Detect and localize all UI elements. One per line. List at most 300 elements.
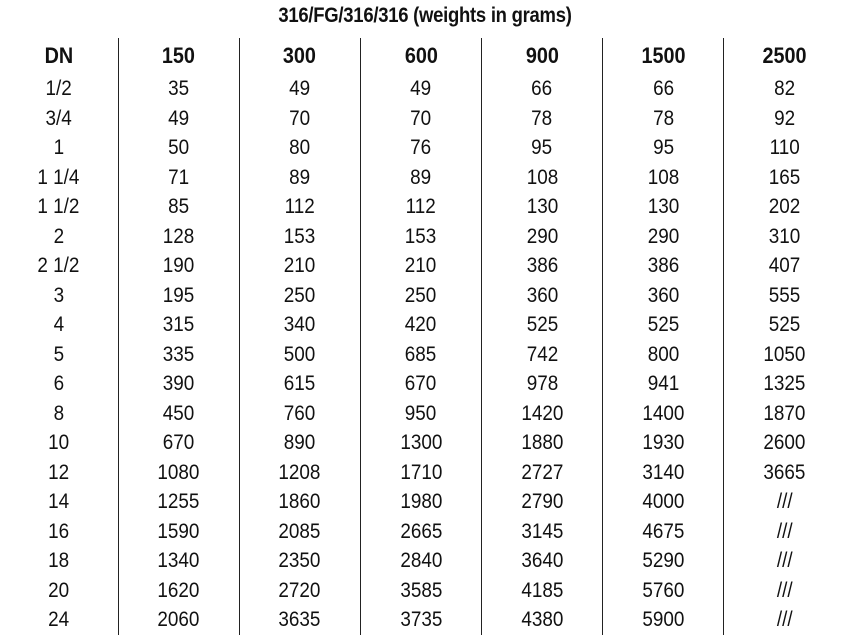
cell-value: 5 (53, 342, 65, 366)
weight-cell (482, 222, 603, 252)
weight-cell (118, 458, 239, 488)
table-row (0, 428, 845, 458)
cell-value: 310 (768, 224, 801, 248)
cell-value: 3140 (642, 460, 685, 484)
weight-cell (118, 340, 239, 370)
cell-value: 315 (162, 313, 195, 336)
cell-value: 66 (652, 77, 674, 100)
weight-cell (118, 251, 239, 281)
weight-cell (360, 428, 481, 458)
cell-value: 500 (284, 342, 316, 366)
cell-value: 525 (647, 313, 680, 336)
cell-value: 1590 (157, 519, 200, 543)
cell-value: 386 (647, 254, 680, 277)
weight-cell (360, 281, 481, 311)
weight-cell (118, 133, 239, 163)
cell-value: 4380 (521, 608, 564, 631)
weight-cell (482, 74, 603, 104)
dn-cell (0, 487, 118, 517)
cell-value: 5290 (642, 549, 685, 572)
table-row (0, 517, 845, 547)
cell-value: 1870 (763, 401, 806, 425)
weight-cell (482, 428, 603, 458)
cell-value: /// (776, 549, 793, 572)
dn-cell (0, 104, 118, 134)
table-row (0, 487, 845, 517)
cell-value: 420 (405, 313, 437, 336)
weight-cell (239, 163, 360, 193)
weight-cell (360, 487, 481, 517)
cell-value: 1/2 (45, 77, 72, 100)
cell-value: 108 (526, 165, 558, 189)
weight-cell (482, 517, 603, 547)
weight-cell (239, 576, 360, 606)
weight-cell (118, 192, 239, 222)
cell-value: 10 (48, 431, 70, 454)
cell-value: 49 (410, 77, 432, 100)
cell-value: 2 (53, 224, 65, 248)
cell-value: 210 (284, 254, 316, 277)
cell-value: 85 (168, 195, 190, 218)
cell-value: /// (776, 578, 793, 602)
cell-value: 78 (652, 106, 674, 130)
weight-cell (482, 281, 603, 311)
column-header-label: 150 (162, 43, 196, 68)
cell-value: 1880 (521, 431, 564, 454)
weight-cell (724, 104, 845, 134)
table-row (0, 251, 845, 281)
cell-value: 760 (284, 401, 316, 425)
cell-value: 2085 (278, 519, 321, 543)
dn-cell (0, 517, 118, 547)
dn-cell (0, 399, 118, 429)
cell-value: 4185 (521, 578, 564, 602)
weight-cell (239, 340, 360, 370)
weight-cell (724, 605, 845, 635)
weight-cell (239, 74, 360, 104)
weight-cell (724, 428, 845, 458)
column-header-label: 300 (283, 43, 317, 68)
weight-cell (603, 281, 724, 311)
weight-cell (360, 104, 481, 134)
cell-value: 3635 (278, 608, 321, 631)
cell-value: 1340 (157, 549, 200, 572)
cell-value: 386 (526, 254, 558, 277)
column-header-class-300 (239, 38, 360, 74)
column-header-class-1500 (603, 38, 724, 74)
weight-cell (482, 369, 603, 399)
table-row (0, 340, 845, 370)
weight-cell (724, 310, 845, 340)
cell-value: 670 (405, 372, 437, 395)
cell-value: 70 (410, 106, 432, 130)
cell-value: 1 1/4 (37, 165, 80, 189)
weight-cell (118, 399, 239, 429)
cell-value: 4 (53, 313, 65, 336)
column-header-label: 900 (525, 43, 559, 68)
cell-value: 290 (647, 224, 680, 248)
cell-value: 89 (289, 165, 311, 189)
cell-value: 1300 (399, 431, 442, 454)
cell-value: 1 (53, 136, 65, 159)
cell-value: 2840 (399, 549, 442, 572)
cell-value: 108 (647, 165, 680, 189)
cell-value: 130 (526, 195, 558, 218)
dn-cell (0, 428, 118, 458)
weight-cell (724, 369, 845, 399)
weight-cell (118, 605, 239, 635)
weight-cell (360, 605, 481, 635)
cell-value: 555 (768, 283, 801, 307)
cell-value: 80 (289, 136, 311, 159)
cell-value: 250 (405, 283, 437, 307)
dn-cell (0, 251, 118, 281)
cell-value: 70 (289, 106, 311, 130)
cell-value: 1620 (157, 578, 200, 602)
weight-cell (360, 163, 481, 193)
table-row (0, 222, 845, 252)
weight-cell (360, 74, 481, 104)
cell-value: 165 (768, 165, 801, 189)
cell-value: 16 (48, 519, 70, 543)
weight-cell (603, 310, 724, 340)
table-row (0, 310, 845, 340)
cell-value: 3665 (763, 460, 806, 484)
cell-value: 2 1/2 (37, 254, 80, 277)
table-row (0, 192, 845, 222)
weight-cell (360, 251, 481, 281)
table-row (0, 605, 845, 635)
weight-cell (724, 192, 845, 222)
cell-value: 2720 (278, 578, 321, 602)
cell-value: 20 (48, 578, 70, 602)
weight-cell (239, 487, 360, 517)
column-header-class-150 (118, 38, 239, 74)
cell-value: 525 (768, 313, 801, 336)
weight-cell (360, 399, 481, 429)
weight-cell (118, 576, 239, 606)
weight-cell (603, 222, 724, 252)
weight-cell (603, 605, 724, 635)
cell-value: 71 (168, 165, 190, 189)
cell-value: 1208 (278, 460, 321, 484)
weight-cell (118, 517, 239, 547)
weight-cell (482, 605, 603, 635)
cell-value: 112 (405, 195, 437, 218)
weight-cell (482, 458, 603, 488)
cell-value: 450 (162, 401, 195, 425)
cell-value: 210 (405, 254, 437, 277)
weight-cell (724, 546, 845, 576)
weight-cell (118, 281, 239, 311)
cell-value: 1 1/2 (37, 195, 80, 218)
weight-cell (118, 163, 239, 193)
cell-value: 8 (53, 401, 65, 425)
weight-cell (239, 546, 360, 576)
cell-value: 5900 (642, 608, 685, 631)
weight-cell (482, 487, 603, 517)
weight-cell (360, 369, 481, 399)
weight-cell (603, 163, 724, 193)
cell-value: 525 (526, 313, 558, 336)
weight-cell (118, 428, 239, 458)
cell-value: 78 (531, 106, 553, 130)
table-row (0, 399, 845, 429)
cell-value: 360 (526, 283, 558, 307)
weight-cell (482, 163, 603, 193)
weight-cell (239, 399, 360, 429)
weight-cell (482, 192, 603, 222)
cell-value: 6 (53, 372, 65, 395)
cell-value: 12 (48, 460, 70, 484)
cell-value: 1050 (763, 342, 806, 366)
column-header-label: 1500 (641, 43, 686, 68)
cell-value: 1860 (278, 490, 321, 513)
weight-cell (239, 222, 360, 252)
table-row (0, 74, 845, 104)
weight-cell (118, 310, 239, 340)
cell-value: /// (776, 519, 793, 543)
weight-cell (724, 133, 845, 163)
cell-value: 35 (168, 77, 190, 100)
cell-value: 250 (284, 283, 316, 307)
cell-value: /// (776, 490, 793, 513)
weight-cell (724, 399, 845, 429)
cell-value: 1325 (763, 372, 806, 395)
cell-value: 130 (647, 195, 680, 218)
weight-cell (360, 458, 481, 488)
weight-cell (239, 428, 360, 458)
weight-cell (603, 192, 724, 222)
cell-value: 3145 (521, 519, 564, 543)
weight-cell (603, 546, 724, 576)
cell-value: 2060 (157, 608, 200, 631)
dn-cell (0, 310, 118, 340)
weight-cell (482, 340, 603, 370)
weight-cell (482, 251, 603, 281)
cell-value: 3735 (399, 608, 442, 631)
cell-value: 4000 (642, 490, 685, 513)
weight-cell (239, 458, 360, 488)
weight-cell (603, 251, 724, 281)
cell-value: 49 (168, 106, 190, 130)
column-header-class-2500 (724, 38, 845, 74)
weight-cell (724, 281, 845, 311)
weight-cell (603, 428, 724, 458)
cell-value: 670 (162, 431, 195, 454)
weight-cell (360, 576, 481, 606)
table-row (0, 104, 845, 134)
weight-cell (482, 546, 603, 576)
cell-value: 14 (48, 490, 70, 513)
dn-cell (0, 605, 118, 635)
cell-value: 3585 (399, 578, 442, 602)
table-row (0, 133, 845, 163)
cell-value: 153 (405, 224, 437, 248)
cell-value: 95 (531, 136, 553, 159)
header-row (0, 38, 845, 74)
weight-cell (239, 104, 360, 134)
weight-cell (724, 340, 845, 370)
weight-cell (239, 369, 360, 399)
table-body (0, 74, 845, 635)
dn-cell (0, 74, 118, 104)
weight-cell (724, 458, 845, 488)
cell-value: 978 (526, 372, 558, 395)
weight-cell (239, 310, 360, 340)
weight-cell (482, 399, 603, 429)
dn-cell (0, 163, 118, 193)
weight-cell (118, 222, 239, 252)
cell-value: 1980 (399, 490, 442, 513)
cell-value: 82 (774, 77, 796, 100)
cell-value: 3/4 (45, 106, 72, 130)
weight-cell (724, 74, 845, 104)
cell-value: 3640 (521, 549, 564, 572)
cell-value: 890 (284, 431, 316, 454)
cell-value: 202 (768, 195, 801, 218)
cell-value: 95 (652, 136, 674, 159)
weight-cell (603, 133, 724, 163)
dn-cell (0, 222, 118, 252)
weight-cell (360, 310, 481, 340)
table-row (0, 369, 845, 399)
cell-value: 18 (48, 549, 70, 572)
weight-cell (603, 458, 724, 488)
cell-value: 66 (531, 77, 553, 100)
weight-cell (360, 517, 481, 547)
cell-value: 340 (284, 313, 316, 336)
table-title: 316/FG/316/316 (weights in grams) (278, 4, 572, 27)
cell-value: 50 (168, 136, 190, 159)
weight-cell (239, 251, 360, 281)
weight-cell (724, 251, 845, 281)
cell-value: 2600 (763, 431, 806, 454)
weight-cell (482, 310, 603, 340)
cell-value: /// (776, 608, 793, 631)
weight-cell (603, 487, 724, 517)
weight-cell (118, 74, 239, 104)
weight-cell (118, 369, 239, 399)
weight-cell (724, 487, 845, 517)
cell-value: 1400 (642, 401, 685, 425)
weight-cell (118, 104, 239, 134)
cell-value: 941 (647, 372, 680, 395)
column-header-label: DN (44, 43, 74, 68)
weight-cell (603, 369, 724, 399)
column-header-dn (0, 38, 118, 74)
cell-value: 110 (769, 136, 800, 159)
weight-cell (482, 133, 603, 163)
cell-value: 195 (162, 283, 195, 307)
cell-value: 76 (410, 136, 432, 159)
weight-cell (360, 192, 481, 222)
weight-cell (603, 104, 724, 134)
cell-value: 1255 (157, 490, 200, 513)
cell-value: 950 (405, 401, 437, 425)
weight-cell (239, 517, 360, 547)
dn-cell (0, 192, 118, 222)
dn-cell (0, 458, 118, 488)
cell-value: 24 (48, 608, 70, 631)
cell-value: 1710 (399, 460, 442, 484)
cell-value: 800 (647, 342, 680, 366)
weight-cell (118, 487, 239, 517)
cell-value: 1930 (642, 431, 685, 454)
weight-cell (118, 546, 239, 576)
cell-value: 128 (162, 224, 195, 248)
cell-value: 390 (162, 372, 195, 395)
dn-cell (0, 576, 118, 606)
table-row (0, 546, 845, 576)
weight-cell (724, 517, 845, 547)
weight-cell (603, 74, 724, 104)
column-header-label: 600 (404, 43, 438, 68)
cell-value: 3 (53, 283, 65, 307)
cell-value: 2727 (521, 460, 564, 484)
weight-cell (360, 340, 481, 370)
cell-value: 2665 (399, 519, 442, 543)
cell-value: 1080 (157, 460, 200, 484)
table-row (0, 458, 845, 488)
weights-table (0, 38, 845, 635)
table-row (0, 163, 845, 193)
column-header-class-900 (482, 38, 603, 74)
table-row (0, 281, 845, 311)
table-header (0, 38, 845, 74)
dn-cell (0, 281, 118, 311)
cell-value: 685 (405, 342, 437, 366)
cell-value: 112 (284, 195, 315, 218)
cell-value: 615 (284, 372, 316, 395)
weight-cell (482, 576, 603, 606)
dn-cell (0, 546, 118, 576)
cell-value: 2350 (278, 549, 321, 572)
weight-cell (360, 222, 481, 252)
table-row (0, 576, 845, 606)
weight-cell (239, 192, 360, 222)
cell-value: 335 (162, 342, 195, 366)
weight-cell (603, 576, 724, 606)
weight-cell (724, 576, 845, 606)
weight-cell (724, 222, 845, 252)
weight-cell (603, 517, 724, 547)
weight-cell (360, 133, 481, 163)
cell-value: 49 (289, 77, 311, 100)
weight-cell (724, 163, 845, 193)
cell-value: 89 (410, 165, 432, 189)
weight-cell (603, 399, 724, 429)
dn-cell (0, 340, 118, 370)
cell-value: 92 (774, 106, 796, 130)
dn-cell (0, 133, 118, 163)
cell-value: 190 (162, 254, 195, 277)
weight-cell (360, 546, 481, 576)
cell-value: 742 (526, 342, 558, 366)
weight-cell (239, 605, 360, 635)
cell-value: 153 (284, 224, 316, 248)
cell-value: 360 (647, 283, 680, 307)
weight-cell (603, 340, 724, 370)
column-header-class-600 (360, 38, 481, 74)
cell-value: 2790 (521, 490, 564, 513)
cell-value: 407 (768, 254, 801, 277)
weight-cell (482, 104, 603, 134)
cell-value: 4675 (642, 519, 685, 543)
cell-value: 5760 (642, 578, 685, 602)
cell-value: 290 (526, 224, 558, 248)
dn-cell (0, 369, 118, 399)
